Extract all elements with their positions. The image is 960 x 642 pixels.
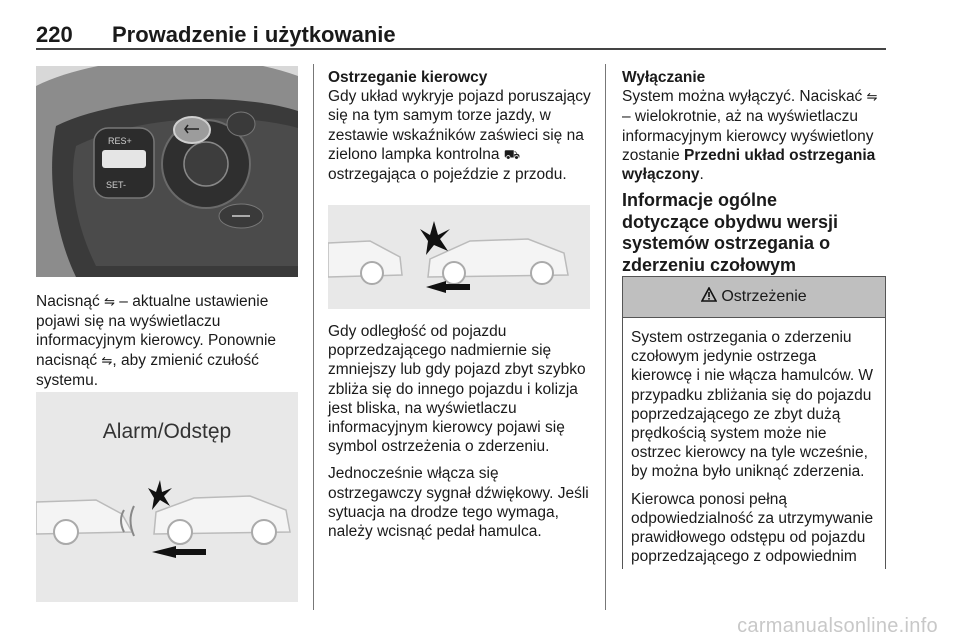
- warning-para2: Kierowca ponosi pełną odpowiedzialność za utrzymywanie prawidłowego odstępu od pojazdu poprzedzającego z odpowiednim: [631, 490, 874, 566]
- page-title: Prowadzenie i użytkowanie: [112, 22, 396, 47]
- middle-para3: Jednocześnie włącza się ostrzegawczy sygnał dźwiękowy. Jeśli sytuacja na drodze tego wymaga, należy wcisnąć pedał hamulca.: [328, 465, 589, 541]
- driver-warning-heading: Ostrzeganie kierowcy: [328, 69, 488, 86]
- middle-body: [328, 322, 596, 549]
- right-para1-bold: Przedni układ ostrzegania wyłączony: [622, 146, 876, 184]
- left-para-part-c: , aby zmienić czułość systemu.: [36, 351, 259, 389]
- column-divider-left: [313, 64, 314, 610]
- column-divider-right: [605, 64, 606, 610]
- warning-para1: System ostrzegania o zderzeniu czołowym jedynie ostrzega kierowcę i nie włącza hamulców. W przypadku zbliżania się do pojazdu poprzedzającego ze zbyt dużą prędkością system może nie ostrzec kierowcy na tyle wcześnie, by można było uniknąć zderzenia.: [631, 329, 874, 481]
- middle-para1-a: Gdy układ wykryje pojazd poruszający się na tym samym torze jazdy, w zestawie wskaźników zaświeci się na zielono lampka kontrolna: [328, 88, 591, 163]
- section-heading: Informacje ogólne dotyczące obydwu wersji systemów ostrzegania o zderzeniu czołowym: [622, 190, 839, 275]
- vehicle-ahead-illustration: [328, 205, 590, 309]
- warning-triangle-icon: [701, 287, 717, 307]
- steering-wheel-illustration: [36, 66, 298, 277]
- right-para1-end: .: [699, 166, 704, 184]
- warning-box: [622, 276, 886, 569]
- vehicle-ahead-image: [328, 205, 590, 309]
- sensitivity-icon: ⇋: [101, 353, 113, 369]
- steering-wheel-image: [36, 66, 298, 277]
- disable-heading: Wyłączanie: [622, 69, 706, 86]
- warning-header: [623, 277, 885, 318]
- left-paragraph: [36, 292, 298, 398]
- res-label: RES+: [108, 136, 132, 146]
- car-front-icon: ⛟: [503, 147, 521, 163]
- display-title: Alarm/Odstęp: [102, 420, 232, 443]
- right-para1-a: System można wyłączyć. Naciskać: [622, 88, 863, 106]
- sensitivity-icon: ⇋: [104, 295, 115, 310]
- left-para-part-a: Nacisnąć: [36, 293, 100, 310]
- right-para1-b: – wielokrotnie, aż na wyświetlaczu informacyjnym kierowcy wyświetlony zostanie: [622, 108, 874, 164]
- watermark: carmanualsonline.info: [737, 615, 938, 637]
- set-label: SET-: [106, 180, 127, 190]
- warning-title: Ostrzeżenie: [721, 288, 807, 305]
- middle-intro: [328, 68, 596, 192]
- page-number: 220: [36, 22, 73, 47]
- warning-body: [623, 318, 885, 566]
- sensitivity-icon: ⇋: [866, 90, 878, 106]
- middle-para1-b: ostrzegająca o pojeździe z przodu.: [328, 166, 567, 184]
- header-divider: [36, 48, 886, 50]
- page-header: [36, 18, 886, 52]
- left-para-part-b: – aktualne ustawienie pojawi się na wyświetlaczu informacyjnym kierowcy. Ponownie nacisnąć: [36, 293, 277, 369]
- middle-para2: Gdy odległość od pojazdu poprzedzającego nadmiernie się zmniejszy lub gdy pojazd zbyt szybko zbliża się do innego pojazdu i kolizja jest bliska, na wyświetlaczu informacyjnym kierowcy pojawi się symbol ostrzeżenia o zderzeniu.: [328, 323, 586, 456]
- collision-warning-illustration: [36, 392, 298, 602]
- display-image: [36, 392, 298, 602]
- right-intro: [622, 68, 886, 192]
